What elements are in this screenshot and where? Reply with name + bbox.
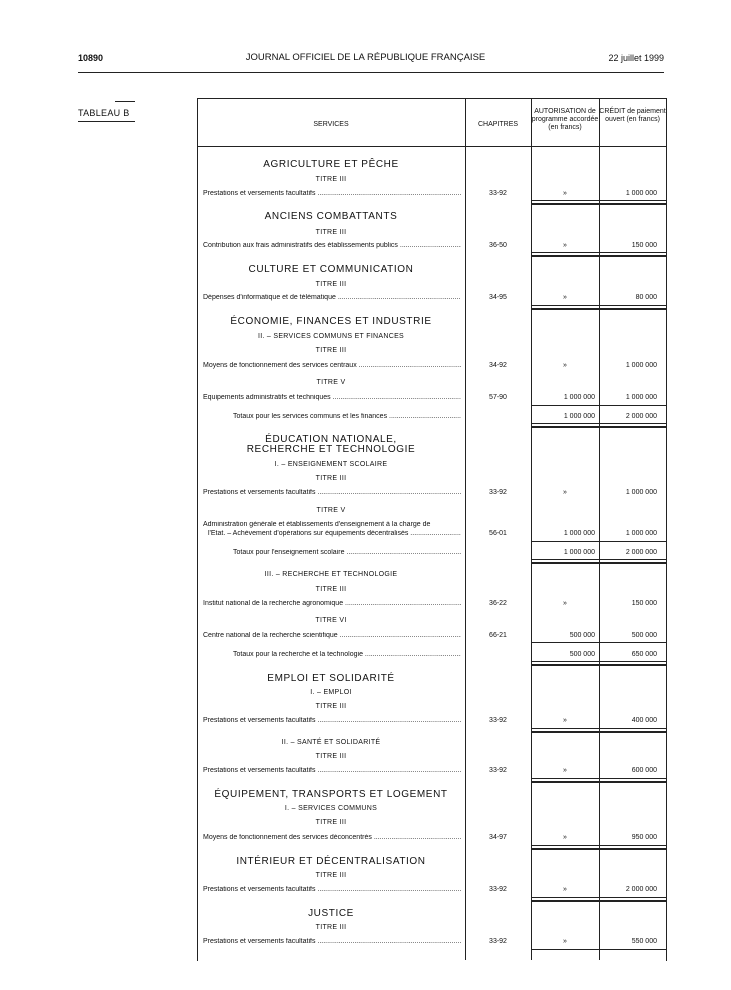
row-rule <box>531 897 666 898</box>
credit-cell: 950 000 <box>631 834 657 841</box>
credit-cell: 1 000 000 <box>625 530 657 537</box>
row-rule <box>531 559 666 560</box>
authorization-cell: 500 000 <box>569 632 595 639</box>
chapter-cell: 36-50 <box>489 242 507 249</box>
section-heading: II. – SERVICES COMMUNS ET FINANCES <box>257 333 405 340</box>
service-item: Moyens de fonctionnement des services déconcentrés ..... <box>203 834 461 843</box>
credit-cell: 400 000 <box>631 717 657 724</box>
service-item: Institut national de la recherche agronomique ..... <box>203 600 461 609</box>
row-rule <box>531 308 666 310</box>
col-header-chapitres: CHAPITRES <box>477 121 519 128</box>
total-credit: 2 000 000 <box>625 413 657 420</box>
authorization-cell: » <box>563 886 567 893</box>
ministry-title: CULTURE ET COMMUNICATION <box>248 264 414 275</box>
section-heading: III. – RECHERCHE ET TECHNOLOGIE <box>264 571 398 578</box>
col-header-services: SERVICES <box>313 121 349 128</box>
service-item: Contribution aux frais administratifs des établissements publics ..... <box>203 242 461 251</box>
row-rule <box>531 405 666 406</box>
credit-cell: 550 000 <box>631 938 657 945</box>
ministry-title: ÉCONOMIE, FINANCES ET INDUSTRIE <box>230 316 432 327</box>
titre-heading: TITRE V <box>316 507 346 514</box>
section-heading: I. – ENSEIGNEMENT SCOLAIRE <box>274 461 388 468</box>
total-authorization: 1 000 000 <box>563 549 595 556</box>
section-heading: II. – SANTÉ ET SOLIDARITÉ <box>281 739 381 746</box>
service-item: Prestations et versements facultatifs ..... <box>203 886 461 895</box>
col-header-autorisation: AUTORISATION de programme accordée (en francs) <box>531 108 599 131</box>
authorization-cell: » <box>563 489 567 496</box>
column-divider <box>465 98 466 960</box>
titre-heading: TITRE III <box>315 819 347 826</box>
titre-heading: TITRE III <box>315 176 347 183</box>
row-rule <box>531 423 666 424</box>
credit-cell: 80 000 <box>635 294 657 301</box>
chapter-cell: 66-21 <box>489 632 507 639</box>
header-rule <box>78 72 664 73</box>
authorization-cell: » <box>563 834 567 841</box>
chapter-cell: 57-90 <box>489 394 507 401</box>
row-rule <box>531 661 666 662</box>
titre-heading: TITRE III <box>315 924 347 931</box>
row-rule <box>531 541 666 542</box>
total-credit: 650 000 <box>631 651 657 658</box>
row-rule <box>531 781 666 783</box>
chapter-cell: 33-92 <box>489 190 507 197</box>
titre-heading: TITRE III <box>315 872 347 879</box>
titre-heading: TITRE III <box>315 753 347 760</box>
authorization-cell: » <box>563 938 567 945</box>
service-item: Prestations et versements facultatifs ..... <box>203 717 461 726</box>
row-rule <box>531 900 666 902</box>
titre-heading: TITRE III <box>315 703 347 710</box>
authorization-cell: » <box>563 190 567 197</box>
section-heading: I. – EMPLOI <box>310 689 352 696</box>
label-rule <box>115 101 135 102</box>
total-authorization: 1 000 000 <box>563 413 595 420</box>
row-rule <box>531 848 666 850</box>
service-item: Prestations et versements facultatifs ..... <box>203 767 461 776</box>
column-divider <box>599 98 600 960</box>
ministry-title: ÉQUIPEMENT, TRANSPORTS ET LOGEMENT <box>214 789 448 800</box>
total-row: Totaux pour les services communs et les finances ..... <box>233 413 461 420</box>
service-item: Prestations et versements facultatifs ..... <box>203 938 461 947</box>
row-rule <box>531 664 666 666</box>
total-row: Totaux pour la recherche et la technologie ..... <box>233 651 461 658</box>
service-item: Equipements administratifs et techniques ..... <box>203 394 461 403</box>
row-rule <box>531 778 666 779</box>
col-header-credit: CRÉDIT de paiement ouvert (en francs) <box>599 108 666 123</box>
titre-heading: TITRE III <box>315 229 347 236</box>
credit-cell: 150 000 <box>631 242 657 249</box>
row-rule <box>531 200 666 201</box>
total-authorization: 500 000 <box>569 651 595 658</box>
section-heading: I. – SERVICES COMMUNS <box>284 805 378 812</box>
ministry-title: RECHERCHE ET TECHNOLOGIE <box>246 444 416 455</box>
credit-cell: 1 000 000 <box>625 362 657 369</box>
authorization-cell: 1 000 000 <box>563 394 595 401</box>
credit-cell: 2 000 000 <box>625 886 657 893</box>
authorization-cell: » <box>563 717 567 724</box>
chapter-cell: 36-22 <box>489 600 507 607</box>
service-item: l'Etat. – Achèvement d'opérations sur équipements décentralisés ..... <box>208 530 461 539</box>
ministry-title: AGRICULTURE ET PÊCHE <box>263 159 399 170</box>
titre-heading: TITRE III <box>315 586 347 593</box>
titre-heading: TITRE III <box>315 347 347 354</box>
row-rule <box>531 949 666 950</box>
credit-cell: 1 000 000 <box>625 489 657 496</box>
titre-heading: TITRE III <box>315 475 347 482</box>
row-rule <box>531 305 666 306</box>
row-rule <box>531 728 666 729</box>
column-divider <box>531 98 532 960</box>
titre-heading: TITRE VI <box>315 617 347 624</box>
service-item: Administration générale et établissements d'enseignement à la charge de <box>203 521 431 528</box>
ministry-title: ÉDUCATION NATIONALE, <box>265 434 397 445</box>
table-label: TABLEAU B <box>78 108 130 118</box>
service-item: Prestations et versements facultatifs ..... <box>203 489 461 498</box>
row-rule <box>531 731 666 733</box>
credit-cell: 1 000 000 <box>625 190 657 197</box>
authorization-cell: » <box>563 362 567 369</box>
total-row: Totaux pour l'enseignement scolaire ..... <box>233 549 461 556</box>
chapter-cell: 56-01 <box>489 530 507 537</box>
chapter-cell: 33-92 <box>489 489 507 496</box>
titre-heading: TITRE V <box>316 379 346 386</box>
ministry-title: EMPLOI ET SOLIDARITÉ <box>267 673 395 684</box>
credit-cell: 500 000 <box>631 632 657 639</box>
authorization-cell: » <box>563 767 567 774</box>
service-item: Centre national de la recherche scientifique ..... <box>203 632 461 641</box>
page-number: 10890 <box>78 53 104 63</box>
chapter-cell: 34-92 <box>489 362 507 369</box>
authorization-cell: » <box>563 600 567 607</box>
service-item: Moyens de fonctionnement des services centraux ..... <box>203 362 461 371</box>
row-rule <box>531 203 666 205</box>
row-rule <box>531 642 666 643</box>
chapter-cell: 33-92 <box>489 886 507 893</box>
credit-cell: 600 000 <box>631 767 657 774</box>
service-item: Prestations et versements facultatifs ..... <box>203 190 461 199</box>
label-rule <box>78 121 135 122</box>
total-credit: 2 000 000 <box>625 549 657 556</box>
row-rule <box>531 426 666 428</box>
titre-heading: TITRE III <box>315 281 347 288</box>
publication-date: 22 juillet 1999 <box>608 53 664 63</box>
credit-cell: 150 000 <box>631 600 657 607</box>
chapter-cell: 34-97 <box>489 834 507 841</box>
chapter-cell: 34-95 <box>489 294 507 301</box>
ministry-title: JUSTICE <box>308 908 354 919</box>
journal-title: JOURNAL OFFICIEL DE LA RÉPUBLIQUE FRANÇAISE <box>245 52 486 63</box>
ministry-title: INTÉRIEUR ET DÉCENTRALISATION <box>236 856 426 867</box>
header-divider <box>197 146 666 147</box>
chapter-cell: 33-92 <box>489 938 507 945</box>
row-rule <box>531 562 666 564</box>
chapter-cell: 33-92 <box>489 717 507 724</box>
authorization-cell: » <box>563 242 567 249</box>
row-rule <box>531 255 666 257</box>
row-rule <box>531 252 666 253</box>
service-item: Dépenses d'informatique et de télématique ..... <box>203 294 461 303</box>
row-rule <box>531 845 666 846</box>
authorization-cell: » <box>563 294 567 301</box>
credit-cell: 1 000 000 <box>625 394 657 401</box>
chapter-cell: 33-92 <box>489 767 507 774</box>
authorization-cell: 1 000 000 <box>563 530 595 537</box>
ministry-title: ANCIENS COMBATTANTS <box>264 211 398 222</box>
